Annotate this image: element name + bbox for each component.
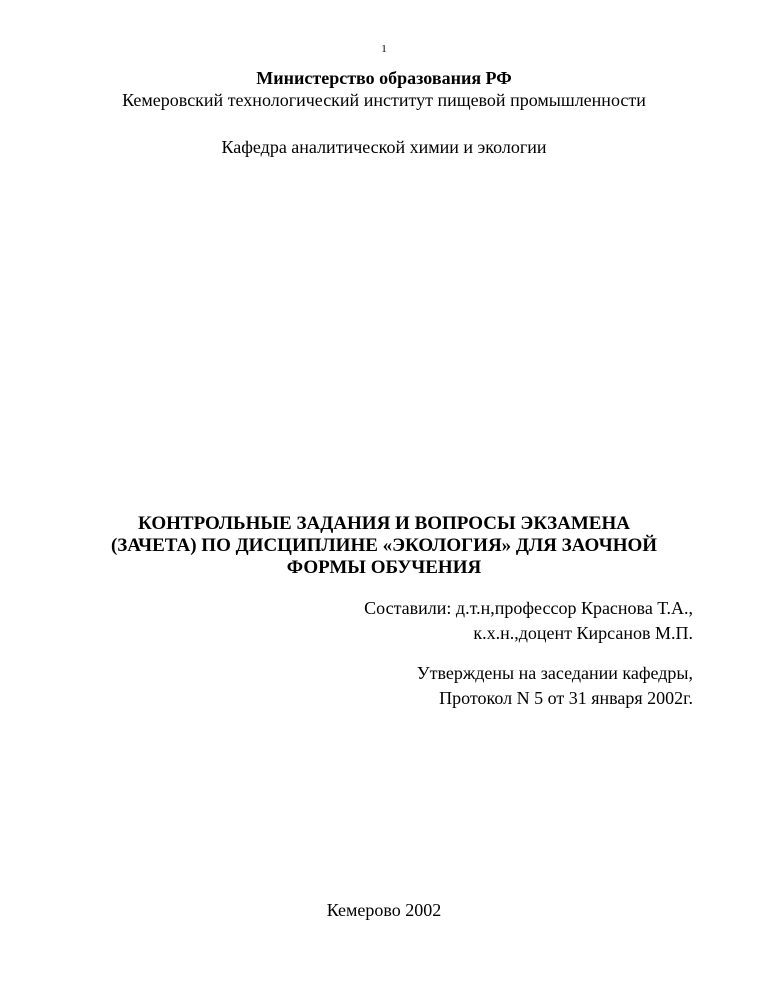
document-title-line-3: ФОРМЫ ОБУЧЕНИЯ: [286, 557, 482, 578]
document-title-line-2: (ЗАЧЕТА) ПО ДИСЦИПЛИНЕ «ЭКОЛОГИЯ» ДЛЯ ЗАОЧНОЙ: [110, 535, 658, 556]
institute-name: Кемеровский технологический институт пищевой промышленности: [122, 90, 646, 110]
approval-line-2: Протокол N 5 от 31 января 2002г.: [439, 688, 693, 708]
document-title-line-1: КОНТРОЛЬНЫЕ ЗАДАНИЯ И ВОПРОСЫ ЭКЗАМЕНА: [138, 513, 630, 534]
approval-block: [417, 661, 693, 711]
city-year: Кемерово 2002: [326, 900, 442, 920]
compilers-line-1: Составили: д.т.н,профессор Краснова Т.А.,: [364, 598, 693, 618]
compilers-line-2: к.х.н.,доцент Кирсанов М.П.: [473, 623, 693, 643]
approval-line-1: Утверждены на заседании кафедры,: [416, 663, 693, 683]
page-number: 1: [381, 43, 387, 55]
document-title: [0, 513, 768, 579]
ministry-heading: Министерство образования РФ: [256, 68, 512, 88]
department-name: Кафедра аналитической химии и экологии: [221, 137, 547, 157]
compilers-block: [364, 596, 693, 646]
